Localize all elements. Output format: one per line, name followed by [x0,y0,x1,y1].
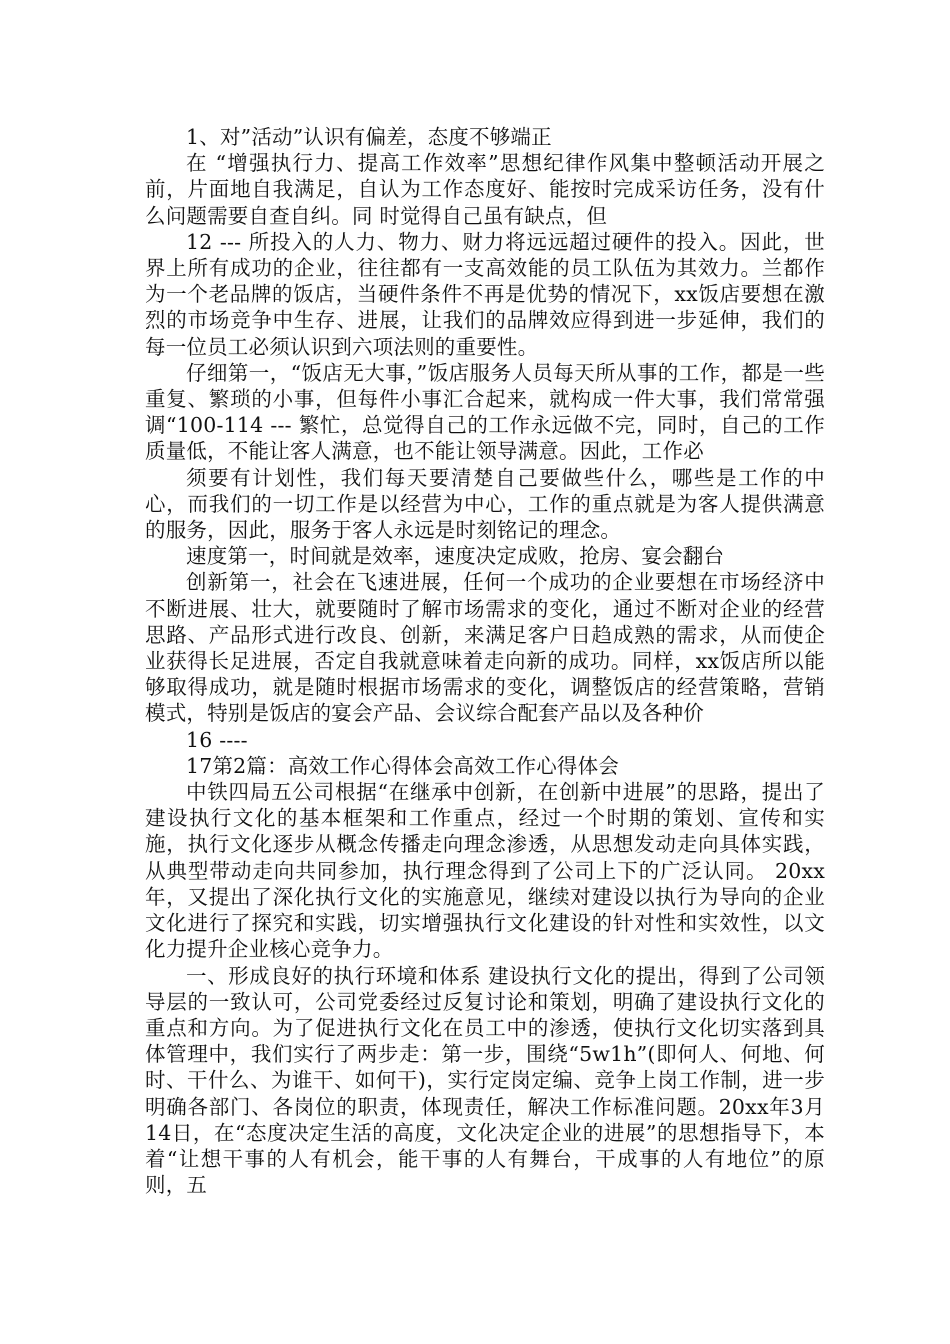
paragraph-3: 12 --- 所投入的人力、物力、财力将远远超过硬件的投入。因此，世界上所有成功的企业，往往都有一支高效能的员工队伍为其效力。兰都作为一个老品牌的饭店，当硬件条件不再是优势的情况下，xx饭店要想在激烈的市场竞争中生存、进展，让我们的品牌效应得到进一步延伸，我们的每一位员工必须认识到六项法则的重要性。 [145,229,825,359]
paragraph-8: 16 ---- [186,727,248,752]
paragraph-7: 创新第一，社会在飞速进展，任何一个成功的企业要想在市场经济中不断进展、壮大，就要随时了解市场需求的变化，通过不断对企业的经营思路、产品形式进行改良、创新，来满足客户日趋成熟的需求，从而使企业获得长足进展，否定自我就意味着走向新的成功。同样，xx饭店所以能够取得成功，就是随时根据市场需求的变化，调整饭店的经营策略，营销模式，特别是饭店的宴会产品、会议综合配套产品以及各种价 [145,570,825,726]
paragraph-4: 仔细第一，“饭店无大事，”饭店服务人员每天所从事的工作，都是一些重复、繁琐的小事，但每件小事汇合起来，就构成一件大事，我们常常强调“100-114 --- 繁忙，总觉得自己的工作永远做不完，同时，自己的工作质量低，不能让客人满意，也不能让领导满意。因此，工作必 [145,360,825,464]
paragraph-5: 须要有计划性，我们每天要清楚自己要做些什么，哪些是工作的中心，而我们的一切工作是以经营为中心，工作的重点就是为客人提供满意的服务，因此，服务于客人永远是时刻铭记的理念。 [145,465,825,543]
document-body [145,124,825,1198]
paragraph-9: 17第2篇：高效工作心得体会高效工作心得体会 [186,753,620,778]
paragraph-11: 一、形成良好的执行环境和体系 建设执行文化的提出，得到了公司领导层的一致认可，公司党委经过反复讨论和策划，明确了建设执行文化的重点和方向。为了促进执行文化在员工中的渗透，使执行文化切实落到具体管理中，我们实行了两步走：第一步，围绕“5w1h”(即何人、何地、何时、干什么、为谁干、如何干)，实行定岗定编、竞争上岗工作制，进一步明确各部门、各岗位的职责，体现责任，解决工作标准问题。20xx年3月14日，在“态度决定生活的高度，文化决定企业的进展”的思想指导下，本着“让想干事的人有机会，能干事的人有舞台，干成事的人有地位”的原则，五 [145,963,825,1198]
paragraph-2: 在 “增强执行力、提高工作效率”思想纪律作风集中整顿活动开展之前，片面地自我满足，自认为工作态度好、能按时完成采访任务，没有什么问题需要自查自纠。同 时觉得自己虽有缺点，但 [145,151,825,228]
paragraph-10: 中铁四局五公司根据“在继承中创新，在创新中进展”的思路，提出了建设执行文化的基本框架和工作重点，经过一个时期的策划、宣传和实施，执行文化逐步从概念传播走向理念渗透，从思想发动走向具体实践，从典型带动走向共同参加，执行理念得到了公司上下的广泛认同。 20xx年，又提出了深化执行文化的实施意见，继续对建设以执行为导向的企业文化进行了探究和实践，切实增强执行文化建设的针对性和实效性，以文化力提升企业核心竞争力。 [145,780,825,962]
paragraph-6: 速度第一，时间就是效率，速度决定成败，抢房、宴会翻台 [186,544,725,569]
paragraph-1: 1、对”活动”认识有偏差，态度不够端正 [186,125,552,149]
